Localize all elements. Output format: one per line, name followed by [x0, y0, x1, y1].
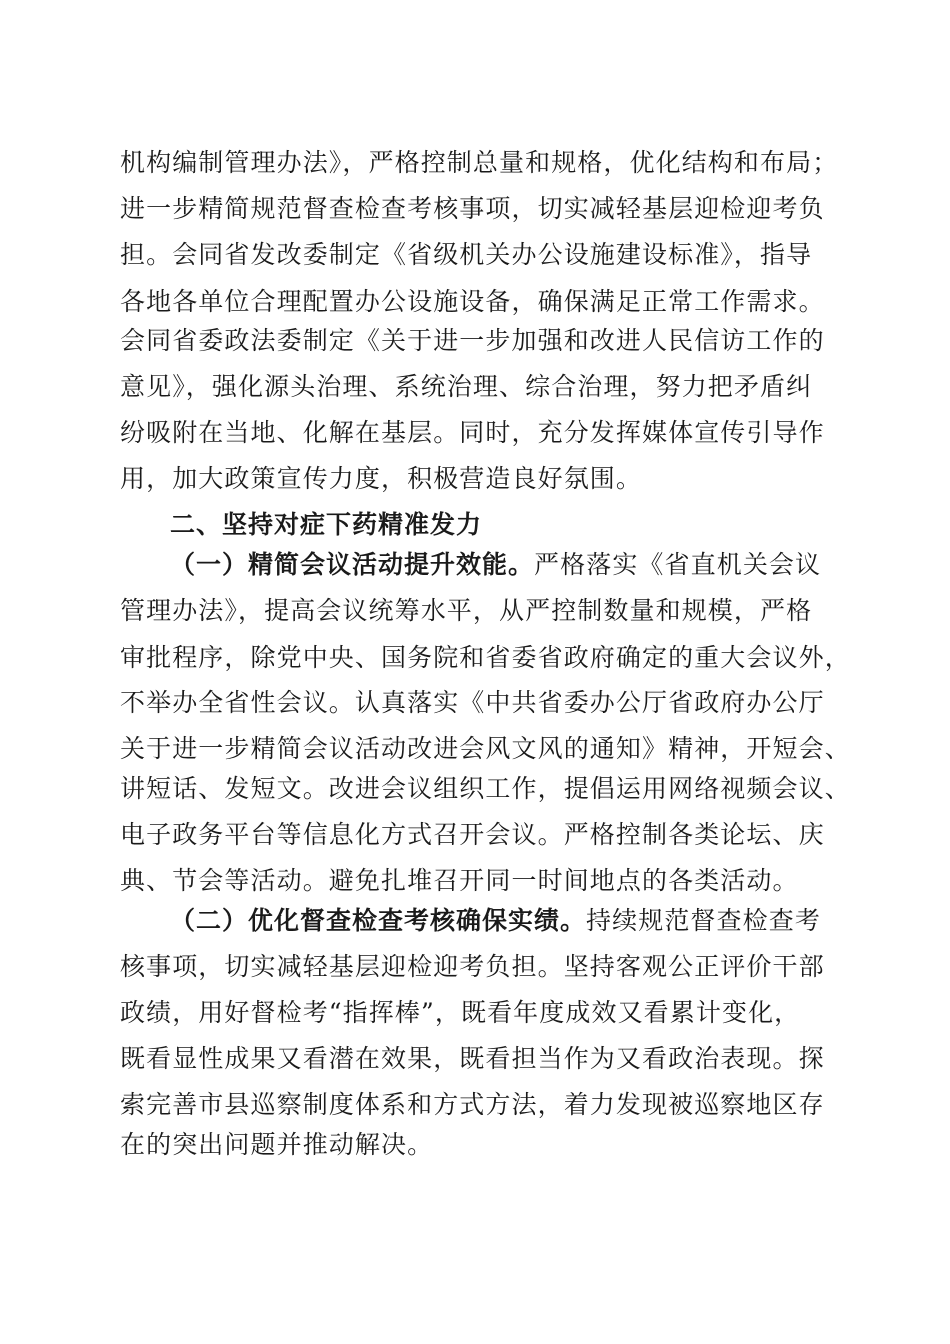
- subsection-text: 严格落实《省直机关会议: [534, 550, 822, 579]
- paragraph-line: 电子政务平台等信息化方式召开会议。严格控制各类论坛、庆: [120, 820, 825, 849]
- section-heading: 二、坚持对症下药精准发力: [170, 510, 483, 539]
- subsection-first-line: [170, 547, 821, 583]
- paragraph-line: 进一步精简规范督查检查考核事项，切实减轻基层迎检迎考负: [120, 194, 825, 223]
- subsection-title: （一）精简会议活动提升效能。: [170, 550, 535, 579]
- paragraph-line: 讲短话、发短文。改进会议组织工作，提倡运用网络视频会议、: [120, 774, 851, 803]
- subsection-first-line: [170, 903, 821, 939]
- paragraph-line: 在的突出问题并推动解决。: [120, 1130, 434, 1159]
- paragraph-line: 索完善市县巡察制度体系和方式方法，着力发现被巡察地区存: [120, 1090, 825, 1119]
- paragraph-line: 典、节会等活动。避免扎堆召开同一时间地点的各类活动。: [120, 866, 799, 895]
- paragraph-line: 各地各单位合理配置办公设施设备，确保满足正常工作需求。: [120, 287, 825, 316]
- paragraph-line: 会同省委政法委制定《关于进一步加强和改进人民信访工作的: [120, 326, 825, 355]
- subsection-text: 持续规范督查检查考: [586, 906, 821, 935]
- paragraph-line: 机构编制管理办法》，严格控制总量和规格，优化结构和布局；: [120, 148, 839, 177]
- paragraph-line: 担。会同省发改委制定《省级机关办公设施建设标准》，指导: [120, 240, 813, 269]
- paragraph-line: 核事项，切实减轻基层迎检迎考负担。坚持客观公正评价干部: [120, 952, 825, 981]
- paragraph-line: 用，加大政策宣传力度，积极营造良好氛围。: [120, 464, 643, 493]
- paragraph-line: 政绩，用好督检考“指挥棒”，既看年度成效又看累计变化，: [120, 998, 801, 1027]
- paragraph-line: 纷吸附在当地、化解在基层。同时，充分发挥媒体宣传引导作: [120, 418, 825, 447]
- paragraph-line: 意见》，强化源头治理、系统治理、综合治理，努力把矛盾纠: [120, 372, 813, 401]
- paragraph-line: 管理办法》，提高会议统筹水平，从严控制数量和规模，严格: [120, 596, 813, 625]
- paragraph-line: 审批程序，除党中央、国务院和省委省政府确定的重大会议外，: [120, 643, 851, 672]
- paragraph-line: 关于进一步精简会议活动改进会风文风的通知》精神，开短会、: [120, 734, 851, 763]
- subsection-title: （二）优化督查检查考核确保实绩。: [170, 906, 587, 935]
- paragraph-line: 既看显性成果又看潜在效果，既看担当作为又看政治表现。探: [120, 1044, 825, 1073]
- paragraph-line: 不举办全省性会议。认真落实《中共省委办公厅省政府办公厅: [120, 688, 825, 717]
